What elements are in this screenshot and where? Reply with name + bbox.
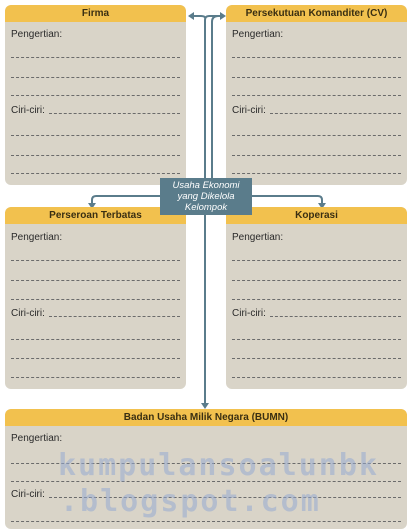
- card-title: Persekutuan Komanditer (CV): [226, 5, 407, 22]
- center-line-1: Usaha Ekonomi: [172, 180, 240, 191]
- answer-line[interactable]: [232, 57, 401, 58]
- answer-line[interactable]: [49, 315, 180, 317]
- center-topic-box: [160, 178, 252, 215]
- card-title: Koperasi: [226, 207, 407, 224]
- answer-line[interactable]: [11, 77, 180, 78]
- answer-line[interactable]: [11, 521, 401, 522]
- pengertian-label: Pengertian:: [232, 29, 284, 40]
- answer-line[interactable]: [270, 315, 401, 317]
- answer-line[interactable]: [11, 95, 180, 96]
- card-cv: [226, 5, 407, 185]
- pengertian-label: Pengertian:: [11, 433, 63, 444]
- pengertian-label: Pengertian:: [11, 29, 63, 40]
- pengertian-label: Pengertian:: [232, 232, 284, 243]
- answer-line[interactable]: [11, 260, 180, 261]
- ciri-label: Ciri-ciri:: [232, 105, 266, 116]
- center-line-3: Kelompok: [184, 202, 228, 213]
- ciri-label: Ciri-ciri:: [11, 489, 45, 500]
- answer-line[interactable]: [232, 377, 401, 378]
- answer-line[interactable]: [232, 358, 401, 359]
- answer-line[interactable]: [232, 77, 401, 78]
- answer-line[interactable]: [11, 339, 180, 340]
- card-title: Badan Usaha Milik Negara (BUMN): [5, 409, 407, 426]
- answer-line[interactable]: [11, 377, 180, 378]
- watermark-line-2: .blogspot.com: [60, 484, 321, 519]
- answer-line[interactable]: [11, 135, 180, 136]
- answer-line[interactable]: [11, 173, 180, 174]
- answer-line[interactable]: [270, 112, 401, 114]
- card-perseroan-terbatas: [5, 207, 186, 389]
- pengertian-label: Pengertian:: [11, 232, 63, 243]
- answer-line[interactable]: [11, 155, 180, 156]
- answer-line[interactable]: [232, 155, 401, 156]
- ciri-label: Ciri-ciri:: [11, 308, 45, 319]
- answer-line[interactable]: [11, 358, 180, 359]
- answer-line[interactable]: [232, 299, 401, 300]
- answer-line[interactable]: [232, 339, 401, 340]
- answer-line[interactable]: [232, 173, 401, 174]
- answer-line[interactable]: [11, 57, 180, 58]
- answer-line[interactable]: [232, 280, 401, 281]
- card-firma: [5, 5, 186, 185]
- answer-line[interactable]: [232, 260, 401, 261]
- answer-line[interactable]: [11, 299, 180, 300]
- answer-line[interactable]: [232, 135, 401, 136]
- ciri-label: Ciri-ciri:: [232, 308, 266, 319]
- card-title: Firma: [5, 5, 186, 22]
- answer-line[interactable]: [49, 112, 180, 114]
- ciri-label: Ciri-ciri:: [11, 105, 45, 116]
- card-koperasi: [226, 207, 407, 389]
- center-line-2: yang Dikelola: [177, 191, 235, 202]
- answer-line[interactable]: [11, 280, 180, 281]
- watermark-line-1: kumpulansoalunbk: [58, 448, 379, 483]
- card-title: Perseroan Terbatas: [5, 207, 186, 224]
- answer-line[interactable]: [232, 95, 401, 96]
